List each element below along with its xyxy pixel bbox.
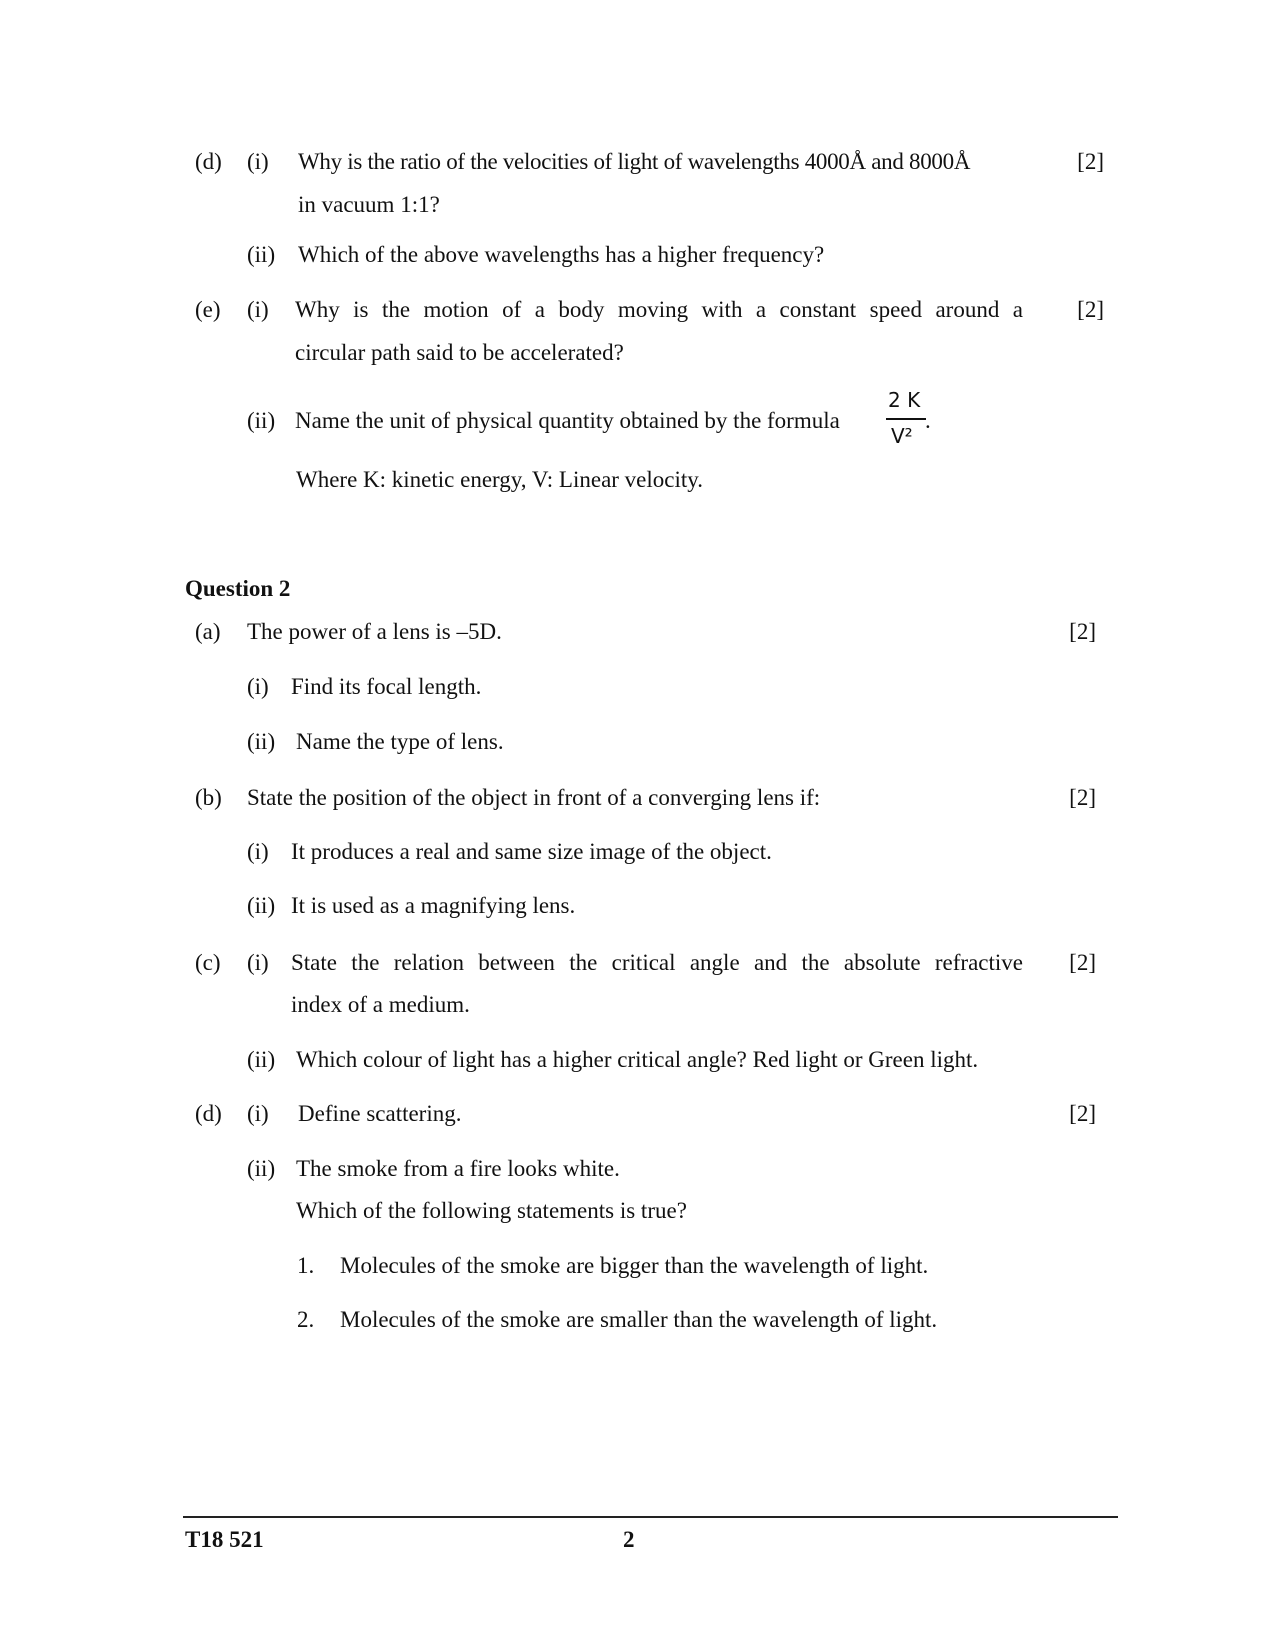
q2b-ii-label: (ii) xyxy=(247,893,276,918)
q2a-text: The power of a lens is –5D. xyxy=(247,619,502,644)
q2b-text: State the position of the object in front of a converging lens if: xyxy=(247,785,821,810)
q1e-i-label: (i) xyxy=(247,297,269,322)
question-2-heading: Question 2 xyxy=(185,576,291,601)
option-2-number: 2. xyxy=(297,1307,315,1332)
q2a-label: (a) xyxy=(195,619,221,644)
q2a-ii-text: Name the type of lens. xyxy=(296,729,504,754)
q2a-marks: [2] xyxy=(1069,619,1096,644)
q2c-marks: [2] xyxy=(1069,950,1096,975)
formula-period: . xyxy=(925,408,931,433)
q1d-i-text-line1: Why is the ratio of the velocities of light of wavelengths 4000Å and 8000Å xyxy=(298,149,971,174)
q2b-label: (b) xyxy=(195,785,222,810)
footer-rule xyxy=(183,1516,1118,1518)
q2d-ii-text-line2: Which of the following statements is true? xyxy=(296,1198,687,1223)
q1d-i-text-line2: in vacuum 1:1? xyxy=(298,192,440,217)
q2c-i-text-line2: index of a medium. xyxy=(291,992,470,1017)
q1e-marks: [2] xyxy=(1077,297,1104,322)
option-1-number: 1. xyxy=(297,1253,315,1278)
q1e-ii-where: Where K: kinetic energy, V: Linear velocity. xyxy=(296,467,704,492)
option-1-text: Molecules of the smoke are bigger than the wavelength of light. xyxy=(340,1253,929,1278)
q1d-i-label: (i) xyxy=(247,149,269,174)
q2a-i-label: (i) xyxy=(247,674,269,699)
formula-denominator: V² xyxy=(891,424,913,448)
q2a-ii-label: (ii) xyxy=(247,729,276,754)
q1e-i-text-line2: circular path said to be accelerated? xyxy=(295,340,624,365)
q1d-ii-text: Which of the above wavelengths has a higher frequency? xyxy=(298,242,825,267)
footer-page-number: 2 xyxy=(623,1527,635,1552)
q2c-ii-label: (ii) xyxy=(247,1047,276,1072)
formula-numerator: 2 K xyxy=(888,388,921,412)
q2d-marks: [2] xyxy=(1069,1101,1096,1126)
footer-paper-code: T18 521 xyxy=(185,1527,264,1552)
q2b-marks: [2] xyxy=(1069,785,1096,810)
q2c-label: (c) xyxy=(195,950,221,975)
q1d-ii-label: (ii) xyxy=(247,242,276,267)
q1e-ii-text: Name the unit of physical quantity obtained by the formula xyxy=(295,408,840,433)
q2d-ii-label: (ii) xyxy=(247,1156,276,1181)
q1d-marks: [2] xyxy=(1077,149,1104,174)
q1e-ii-label: (ii) xyxy=(247,408,276,433)
q2c-ii-text: Which colour of light has a higher critical angle? Red light or Green light. xyxy=(296,1047,979,1072)
q2d-label: (d) xyxy=(195,1101,222,1126)
q2c-i-text-line1: State the relation between the critical angle and the absolute refractive xyxy=(291,950,1023,975)
q2c-i-label: (i) xyxy=(247,950,269,975)
q2b-i-label: (i) xyxy=(247,839,269,864)
q2d-i-text: Define scattering. xyxy=(298,1101,462,1126)
q2b-ii-text: It is used as a magnifying lens. xyxy=(291,893,576,918)
q1e-i-text-line1: Why is the motion of a body moving with a constant speed around a xyxy=(295,297,1023,322)
option-2-text: Molecules of the smoke are smaller than the wavelength of light. xyxy=(340,1307,938,1332)
q1e-label: (e) xyxy=(195,297,221,322)
q2a-i-text: Find its focal length. xyxy=(291,674,482,699)
q2b-i-text: It produces a real and same size image of the object. xyxy=(291,839,772,864)
q2d-ii-text-line1: The smoke from a fire looks white. xyxy=(296,1156,620,1181)
q2d-i-label: (i) xyxy=(247,1101,269,1126)
formula-fraction-bar xyxy=(886,418,926,420)
q1d-label: (d) xyxy=(195,149,222,174)
